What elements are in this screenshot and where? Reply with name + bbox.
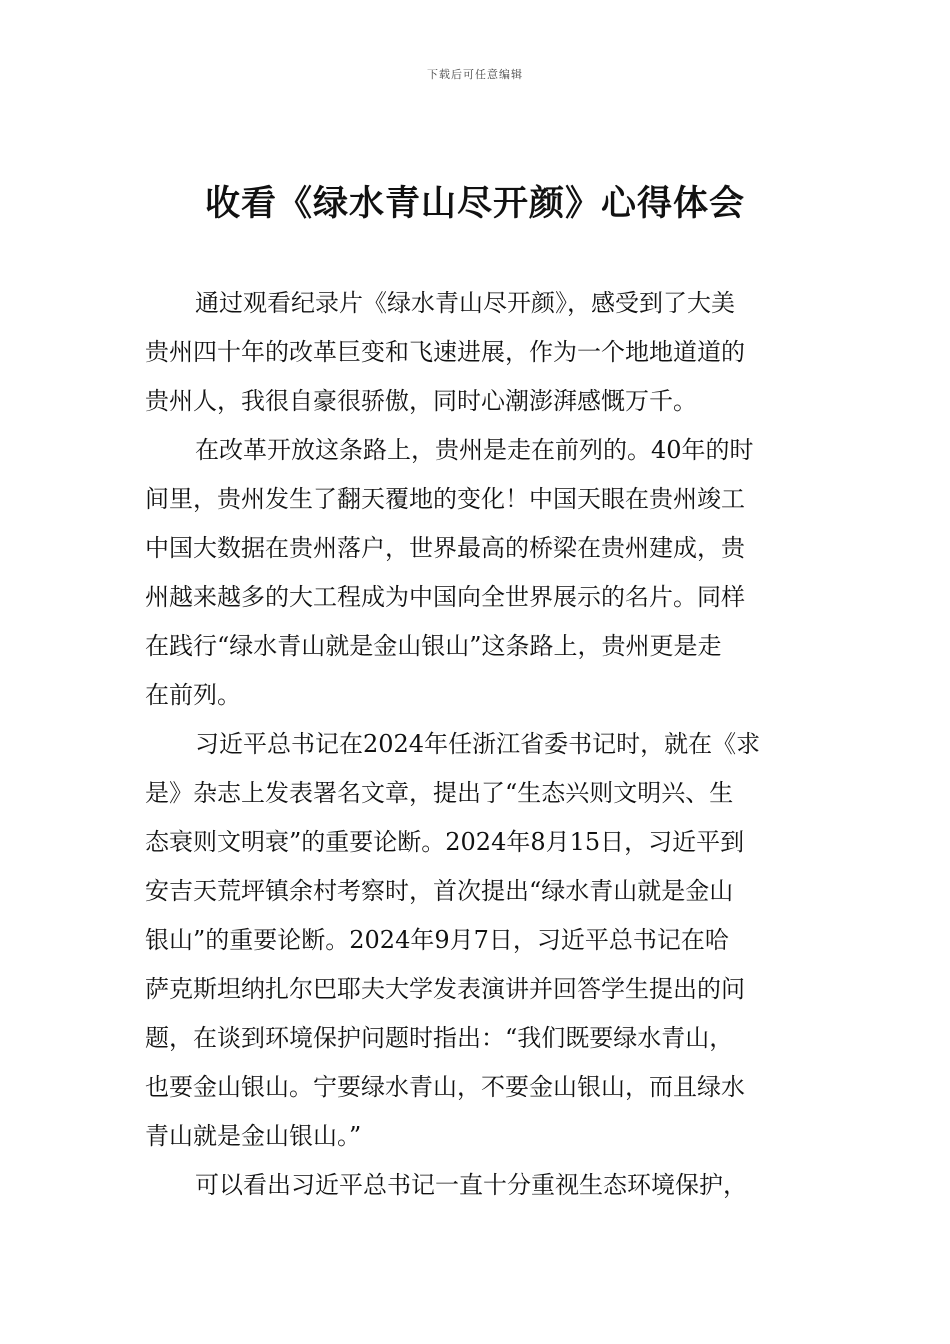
text-line: 可以看出习近平总书记一直十分重视生态环境保护， bbox=[195, 1171, 747, 1199]
document-title: 收看《绿水青山尽开颜》心得体会 bbox=[204, 184, 745, 224]
text-line: 银山”的重要论断。2024年9月7日，习近平总书记在哈 bbox=[145, 926, 729, 954]
text-line: 间里，贵州发生了翻天覆地的变化！中国天眼在贵州竣工 bbox=[145, 485, 745, 513]
paragraph-4 bbox=[145, 1161, 807, 1210]
text-line: 通过观看纪录片《绿水青山尽开颜》，感受到了大美 bbox=[195, 289, 735, 317]
text-line: 是》杂志上发表署名文章，提出了“生态兴则文明兴、生 bbox=[145, 779, 734, 807]
paragraph-3 bbox=[145, 720, 807, 1161]
text-line: 在前列。 bbox=[145, 681, 241, 709]
text-line: 在践行“绿水青山就是金山银山”这条路上，贵州更是走 bbox=[145, 632, 722, 660]
text-line: 也要金山银山。宁要绿水青山，不要金山银山，而且绿水 bbox=[145, 1073, 745, 1101]
text-line: 贵州四十年的改革巨变和飞速进展，作为一个地地道道的 bbox=[145, 338, 745, 366]
text-line: 贵州人，我很自豪很骄傲，同时心潮澎湃感慨万千。 bbox=[145, 387, 697, 415]
paragraph-1 bbox=[145, 279, 807, 426]
text-line: 题，在谈到环境保护问题时指出：“我们既要绿水青山， bbox=[145, 1024, 734, 1052]
text-line: 中国大数据在贵州落户，世界最高的桥梁在贵州建成，贵 bbox=[145, 534, 745, 562]
text-line: 青山就是金山银山。” bbox=[145, 1122, 362, 1150]
text-line: 安吉天荒坪镇余村考察时，首次提出“绿水青山就是金山 bbox=[145, 877, 734, 905]
text-line: 习近平总书记在2024年任浙江省委书记时，就在《求 bbox=[195, 730, 761, 758]
text-line: 州越来越多的大工程成为中国向全世界展示的名片。同样 bbox=[145, 583, 745, 611]
document-body bbox=[145, 279, 807, 1210]
paragraph-2 bbox=[145, 426, 807, 720]
header-note: 下载后可任意编辑 bbox=[427, 68, 523, 81]
text-line: 态衰则文明衰”的重要论断。2024年8月15日，习近平到 bbox=[145, 828, 745, 856]
text-line: 在改革开放这条路上，贵州是走在前列的。40年的时 bbox=[195, 436, 754, 464]
text-line: 萨克斯坦纳扎尔巴耶夫大学发表演讲并回答学生提出的问 bbox=[145, 975, 745, 1003]
